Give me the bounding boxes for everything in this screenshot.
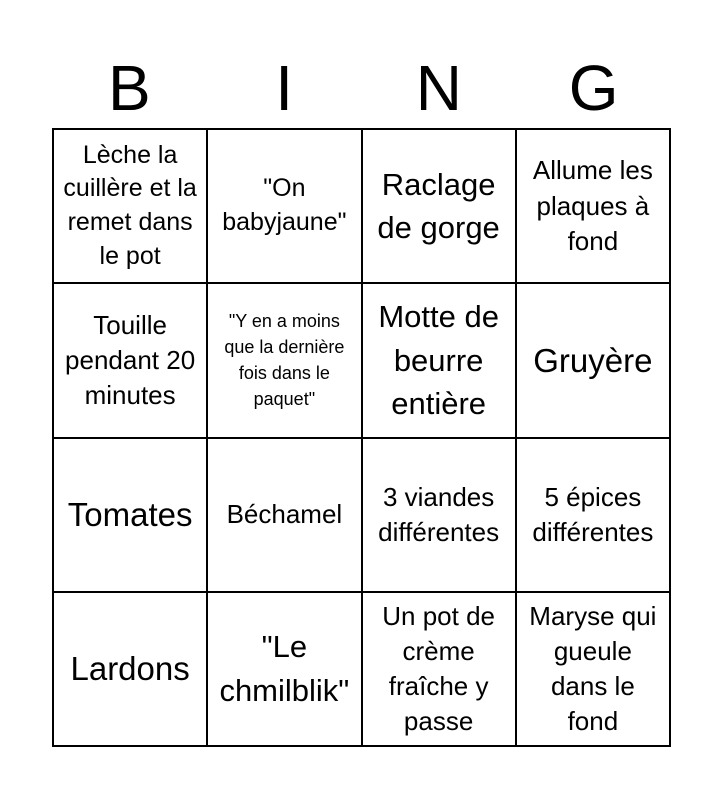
- bingo-cell-text: "Le chmilblik": [219, 629, 350, 708]
- bingo-cell-text: Allume les plaques à fond: [532, 155, 653, 256]
- bingo-cell[interactable]: [363, 593, 517, 747]
- bingo-cell-text: Gruyère: [533, 341, 653, 379]
- bingo-cell[interactable]: [517, 439, 671, 593]
- bingo-cell[interactable]: [208, 439, 362, 593]
- bingo-cell[interactable]: [363, 284, 517, 438]
- bingo-board: [52, 128, 671, 747]
- bingo-cell[interactable]: [208, 593, 362, 747]
- header-letter-b: B: [108, 52, 151, 124]
- bingo-cell[interactable]: [363, 439, 517, 593]
- bingo-cell-text: 5 épices différentes: [532, 481, 654, 547]
- bingo-cell-text: Maryse qui gueule dans le fond: [529, 600, 657, 736]
- header-letter-n: N: [415, 52, 462, 124]
- bingo-cell-text: 3 viandes différentes: [378, 481, 500, 547]
- bingo-cell[interactable]: [517, 284, 671, 438]
- bingo-cell-text: "On babyjaune": [222, 174, 347, 237]
- bingo-cell-text: Touille pendant 20 minutes: [65, 309, 196, 410]
- bingo-cell-text: "Y en a moins que la dernière fois dans le paquet": [224, 311, 345, 410]
- bingo-cell[interactable]: [54, 593, 208, 747]
- bingo-cell[interactable]: [54, 439, 208, 593]
- bingo-cell-text: Motte de beurre entière: [378, 299, 499, 422]
- bingo-cell[interactable]: [363, 130, 517, 284]
- bingo-cell-text: Tomates: [67, 495, 193, 533]
- bingo-cell-text: Un pot de crème fraîche y passe: [382, 600, 495, 736]
- bingo-cell[interactable]: [208, 130, 362, 284]
- bingo-cell[interactable]: [54, 130, 208, 284]
- bingo-cell-text: Lèche la cuillère et la remet dans le pot: [63, 140, 197, 270]
- bingo-cell-text: Béchamel: [226, 499, 343, 530]
- bingo-cell[interactable]: [517, 130, 671, 284]
- bingo-header: [52, 52, 671, 124]
- bingo-cell[interactable]: [54, 284, 208, 438]
- bingo-cell[interactable]: [208, 284, 362, 438]
- bingo-cell[interactable]: [517, 593, 671, 747]
- bingo-cell-text: Raclage de gorge: [377, 166, 500, 246]
- header-letter-g: G: [568, 52, 619, 124]
- header-letter-i: I: [275, 52, 294, 124]
- bingo-cell-text: Lardons: [70, 650, 190, 688]
